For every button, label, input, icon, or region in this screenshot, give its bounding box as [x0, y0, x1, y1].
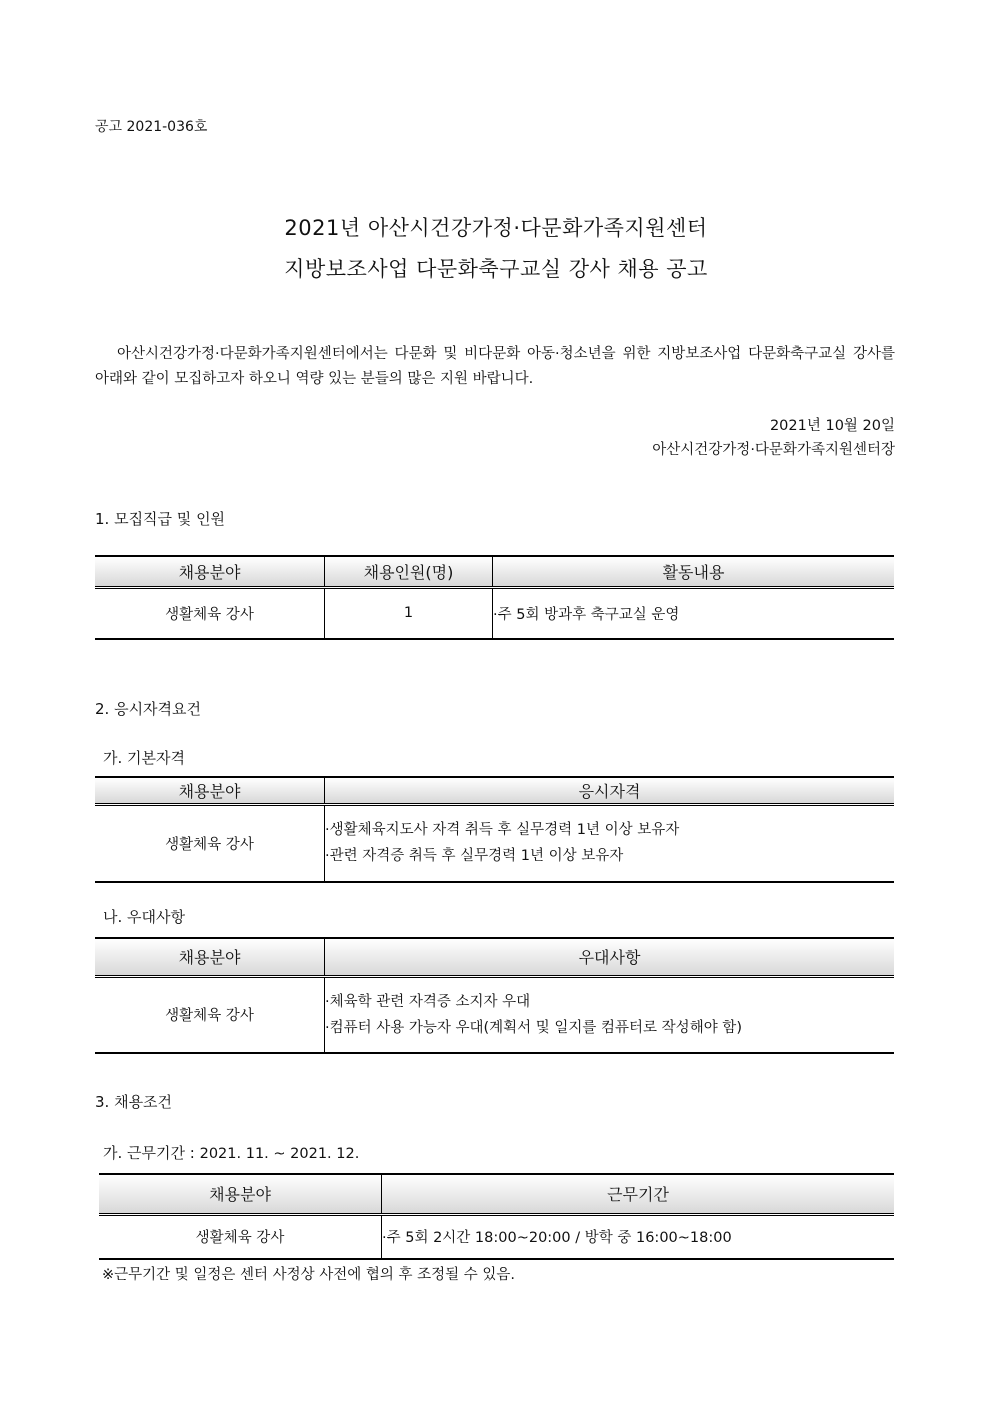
notice-number: 공고 2021-036호	[95, 119, 208, 135]
intro-paragraph	[95, 342, 895, 392]
issue-date: 2021년 10월 20일	[769, 418, 895, 434]
cell-schedule: ·주 5회 2시간 18:00~20:00 / 방학 중 16:00~18:00	[382, 1214, 895, 1259]
section3-heading: 3. 채용조건	[95, 1093, 173, 1111]
header-preferred: 우대사항	[325, 938, 895, 976]
title-line-1: 2021년 아산시건강가정·다문화가족지원센터	[284, 216, 708, 240]
intro-text: 아산시건강가정·다문화가족지원센터에서는 다문화 및 비다문화 아동·청소년을 위한 지방보조사업 다문화축구교실 강사를 아래와 같이 모집하고자 하오니 역량 있는 분들의 많은 지원 바랍니다.	[95, 346, 895, 387]
preferred-table	[95, 937, 894, 1054]
period-value: 2021. 11. ~ 2021. 12.	[199, 1146, 360, 1162]
period-label: 가. 근무기간 :	[103, 1144, 195, 1162]
period-subheading	[103, 1142, 359, 1163]
cell-activity: ·주 5회 방과후 축구교실 운영	[493, 587, 895, 639]
table-row	[99, 1214, 894, 1259]
header-count: 채용인원(명)	[325, 556, 493, 587]
list-item: ·체육학 관련 자격증 소지자 우대	[325, 993, 531, 1010]
cell-field: 생활체육 강사	[195, 1230, 285, 1247]
header-field: 채용분야	[95, 777, 325, 804]
footnote: ※근무기간 및 일정은 센터 사정상 사전에 협의 후 조정될 수 있음.	[102, 1267, 516, 1283]
list-item: ·관련 자격증 취득 후 실무경력 1년 이상 보유자	[325, 848, 624, 865]
table-row	[95, 804, 894, 882]
section1-heading: 1. 모집직급 및 인원	[95, 510, 226, 528]
cell-count: 1	[325, 587, 493, 639]
qualification-list	[325, 804, 895, 882]
header-field: 채용분야	[95, 556, 325, 587]
header-field: 채용분야	[99, 1174, 382, 1214]
recruitment-table	[95, 555, 894, 640]
table-row	[95, 587, 894, 639]
basic-subheading: 가. 기본자격	[103, 749, 185, 767]
header-qualification: 응시자격	[325, 777, 895, 804]
header-period: 근무기간	[382, 1174, 895, 1214]
issue-block	[652, 414, 895, 462]
issuer: 아산시건강가정·다문화가족지원센터장	[652, 442, 895, 458]
conditions-table	[99, 1173, 894, 1260]
title-line-2: 지방보조사업 다문화축구교실 강사 채용 공고	[284, 257, 708, 281]
cell-field: 생활체육 강사	[165, 1008, 254, 1025]
preferred-subheading: 나. 우대사항	[103, 908, 185, 926]
cell-field: 생활체육 강사	[165, 606, 254, 623]
list-item: ·생활체육지도사 자격 취득 후 실무경력 1년 이상 보유자	[325, 822, 680, 839]
header-activity: 활동내용	[493, 556, 895, 587]
list-item: ·컴퓨터 사용 가능자 우대(계획서 및 일지를 컴퓨터로 작성해야 함)	[325, 1019, 742, 1036]
table-row	[95, 976, 894, 1053]
cell-field: 생활체육 강사	[165, 836, 254, 853]
preferred-list	[325, 976, 895, 1053]
qualification-table	[95, 776, 894, 883]
section2-heading: 2. 응시자격요건	[95, 700, 202, 718]
header-field: 채용분야	[95, 938, 325, 976]
